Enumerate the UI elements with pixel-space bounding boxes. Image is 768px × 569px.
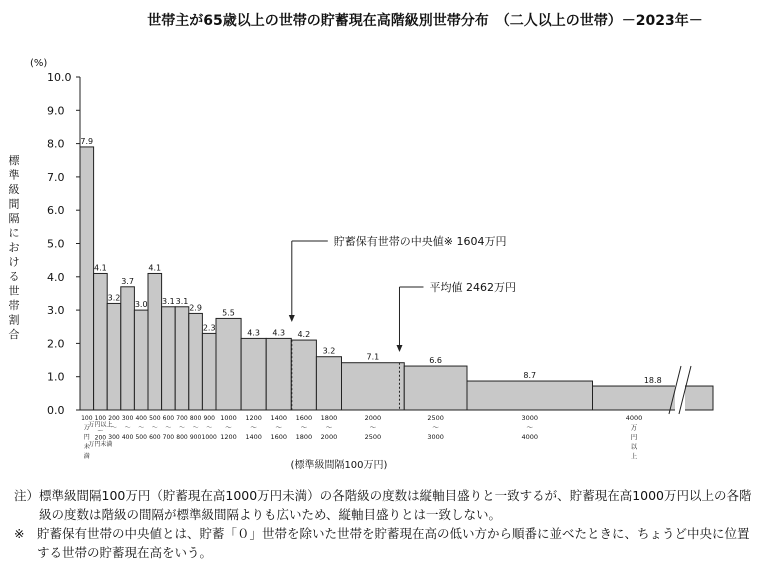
bar: [266, 338, 291, 410]
median-label: 貯蓄保有世帯の中央値※ 1604万円: [333, 235, 507, 248]
x-tick-label: 3000: [427, 433, 444, 441]
x-tick-label: 1200: [220, 433, 237, 441]
x-axis-ticks: [81, 414, 642, 460]
x-tick-label: 700: [162, 434, 175, 441]
y-tick-label: 10.0: [47, 71, 72, 84]
bar: [148, 273, 162, 410]
x-tick-label: 円: [83, 434, 90, 441]
note-2-mark: ※: [14, 526, 37, 541]
y-tick-label: 3.0: [47, 304, 65, 318]
x-tick-label: 以: [630, 442, 638, 451]
bar-value-label: 4.3: [272, 328, 286, 338]
x-tick-label: 1800: [320, 414, 338, 422]
bar-value-label: 5.5: [222, 308, 235, 318]
bar-value-label: 3.0: [134, 300, 148, 310]
bar: [593, 386, 714, 410]
x-tick-label: 800: [189, 415, 202, 422]
x-tick-label: ～: [225, 423, 232, 432]
x-tick-label: 400: [121, 434, 134, 441]
x-tick-label: 万: [83, 424, 90, 432]
bar-value-label: 4.3: [247, 328, 261, 338]
x-tick-label: 円: [630, 433, 638, 441]
x-tick-label: ～: [369, 423, 377, 432]
x-tick-label: 1400: [270, 414, 288, 422]
bar: [189, 313, 203, 410]
bar-value-label: 2.3: [202, 323, 216, 333]
x-tick-label: 4000: [521, 433, 539, 441]
x-tick-label: 満: [83, 453, 90, 460]
bar: [134, 310, 148, 410]
bar-value-label: 6.6: [429, 356, 442, 366]
bar: [175, 307, 189, 410]
mean-arrow-head: [396, 345, 402, 352]
bar-value-label: 7.1: [366, 352, 380, 362]
x-tick-label: 3000: [521, 414, 539, 422]
x-tick-label: 800: [176, 434, 188, 441]
x-tick-label: ～: [250, 423, 257, 432]
bar: [202, 333, 216, 410]
bar-value-label: 2.9: [189, 303, 202, 313]
bar-value-label: 3.2: [107, 293, 121, 303]
note-2: [14, 524, 758, 562]
bar: [216, 318, 241, 410]
x-tick-label: 万: [630, 423, 638, 432]
x-tick-label: ～: [325, 423, 333, 432]
bar-value-label: 7.9: [80, 136, 94, 146]
chart-title: 世帯主が65歳以上の世帯の貯蓄現在高階級別世帯分布 （二人以上の世帯）－2023年－: [147, 13, 703, 29]
bar-value-label: 8.7: [523, 371, 537, 381]
y-axis-label-char: 割: [8, 313, 20, 327]
x-tick-label: 1600: [295, 414, 313, 422]
x-tick-label: 200: [108, 415, 120, 422]
x-tick-label: ～: [178, 424, 186, 432]
x-tick-label: 4000: [625, 414, 643, 422]
bar: [291, 340, 316, 410]
x-tick-label: 1200: [245, 414, 262, 422]
bar-value-label: 4.2: [297, 330, 311, 340]
y-axis-label-char: 合: [8, 328, 20, 341]
bar: [316, 357, 341, 410]
y-axis-label-char: に: [8, 226, 20, 240]
x-tick-label: 700: [176, 415, 188, 422]
y-tick-label: 6.0: [47, 204, 65, 218]
x-tick-label: ～: [526, 423, 533, 432]
x-tick-label: ～: [275, 423, 282, 432]
x-tick-label: 2000: [364, 414, 382, 422]
x-tick-label: 2500: [364, 433, 382, 441]
x-tick-label: 万円未満: [88, 441, 113, 448]
x-tick-label: ～: [110, 424, 118, 432]
x-tick-label: 1800: [295, 433, 313, 441]
bar-value-label: 3.7: [121, 276, 134, 286]
x-tick-label: 1400: [245, 433, 262, 441]
x-tick-label: 400: [135, 415, 147, 422]
x-tick-label: ～: [97, 428, 104, 435]
x-tick-label: 上: [630, 452, 638, 460]
y-tick-label: 8.0: [47, 137, 65, 151]
y-axis-label-char: 隔: [8, 212, 20, 225]
y-axis-label-char: 帯: [8, 299, 20, 312]
x-tick-label: 100: [81, 415, 93, 422]
x-tick-label: 100: [94, 415, 107, 422]
bar: [80, 147, 94, 410]
y-tick-label: 9.0: [47, 104, 65, 118]
bar: [404, 366, 467, 410]
bar-value-label: 4.1: [148, 263, 162, 273]
x-tick-label: 300: [108, 434, 120, 441]
note-1: [14, 486, 758, 524]
bar-value-label: 3.1: [175, 296, 189, 306]
bar: [467, 381, 593, 410]
x-tick-label: 1000: [220, 414, 237, 422]
y-tick-label: 0.0: [47, 404, 65, 417]
y-axis-unit: (%): [30, 58, 48, 69]
bar: [107, 303, 121, 410]
bar: [121, 287, 135, 410]
x-tick-label: ～: [206, 424, 213, 432]
x-tick-label: 未: [83, 443, 90, 451]
x-tick-label: ～: [432, 423, 439, 432]
x-tick-label: 900: [203, 415, 215, 422]
bar: [162, 307, 176, 410]
y-axis-label-char: お: [8, 241, 20, 254]
y-axis-label-char: 間: [8, 197, 20, 211]
x-axis-label: (標準級間隔100万円): [290, 460, 388, 471]
bar-value-label: 3.1: [162, 296, 175, 306]
x-tick-label: 1600: [270, 433, 288, 441]
x-tick-label: ～: [124, 424, 131, 432]
y-tick-label: 5.0: [47, 237, 65, 251]
x-tick-label: ～: [165, 424, 172, 432]
x-tick-label: 200: [94, 434, 107, 442]
x-tick-label: 600: [162, 415, 175, 422]
y-axis-label-char: 世: [8, 284, 20, 298]
y-axis-label-char: る: [8, 270, 20, 283]
bar: [241, 338, 266, 410]
y-tick-label: 1.0: [47, 370, 65, 384]
note-1-mark: 注）: [14, 488, 40, 503]
bar-value-label: 18.8: [643, 376, 662, 386]
x-tick-label: ～: [192, 424, 199, 432]
x-tick-label: 500: [135, 434, 147, 441]
y-tick-label: 4.0: [47, 270, 65, 284]
bar-value-label: 3.2: [322, 346, 336, 356]
x-tick-label: 1000: [201, 434, 217, 441]
y-axis-label: [9, 153, 21, 341]
x-tick-label: ～: [300, 423, 308, 432]
bar: [94, 273, 108, 410]
x-tick-label: 2500: [427, 414, 444, 422]
bar: [342, 363, 405, 410]
x-tick-label: 万円以上: [88, 421, 113, 429]
note-1-text: 標準級間隔100万円（貯蓄現在高1000万円未満）の各階級の度数は縦軸目盛りと一致するが、貯蓄現在高1000万円以上の各階級の度数は階級の間隔が標準級間隔よりも広いため、縦軸目盛りとは一致しない。: [39, 488, 752, 522]
y-axis-label-char: 級: [8, 183, 20, 196]
y-axis-label-char: 標: [8, 154, 20, 167]
x-tick-label: 2000: [320, 433, 338, 441]
x-tick-label: 500: [149, 415, 161, 422]
x-tick-label: ～: [151, 424, 158, 432]
y-tick-label: 7.0: [47, 170, 65, 184]
bars: [80, 137, 713, 414]
bar-value-label: 4.1: [94, 263, 107, 273]
x-tick-label: 300: [121, 415, 134, 422]
y-axis-label-char: 準: [8, 168, 20, 182]
x-tick-label: 600: [149, 434, 161, 441]
y-axis-label-char: け: [8, 255, 20, 269]
note-2-text: 貯蓄保有世帯の中央値とは、貯蓄「０」世帯を除いた世帯を貯蓄現在高の低い方から順番に並べたときに、ちょうど中央に位置する世帯の貯蓄現在高をいう。: [36, 526, 750, 560]
notes: [14, 486, 758, 562]
mean-label: 平均値 2462万円: [429, 281, 516, 294]
y-tick-label: 2.0: [47, 337, 65, 351]
x-tick-label: 900: [189, 434, 202, 441]
x-tick-label: ～: [138, 424, 145, 432]
median-arrow-head: [289, 315, 295, 322]
